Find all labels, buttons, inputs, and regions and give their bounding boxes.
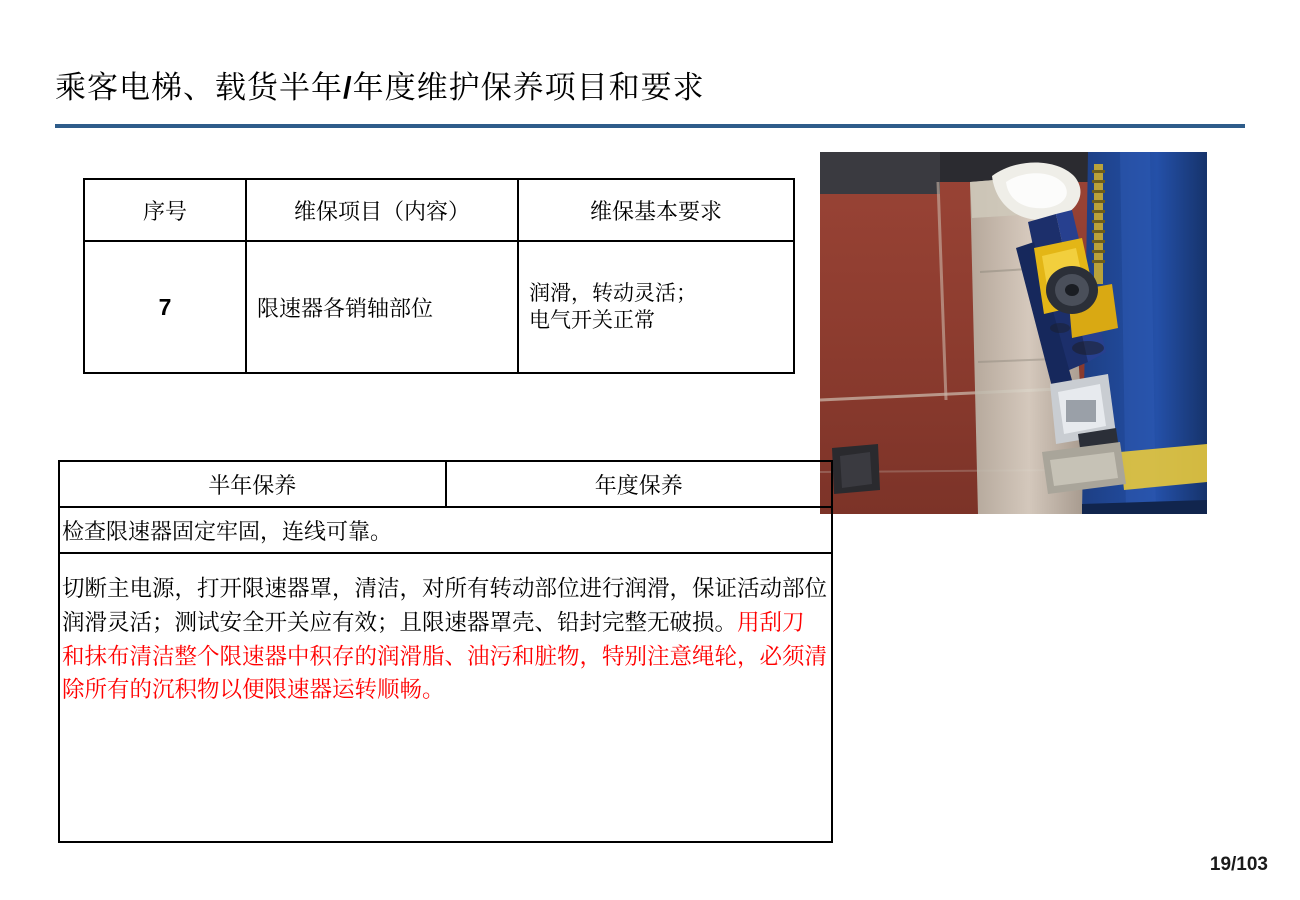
table-row <box>84 241 794 373</box>
requirement-line-1: 润滑，转动灵活； <box>529 280 697 305</box>
column-header-item: 维保项目（内容） <box>246 179 518 241</box>
governor-photo <box>820 152 1207 514</box>
column-header-no: 序号 <box>84 179 246 241</box>
schedule-row-annual <box>59 553 832 842</box>
page-number: 19/103 <box>1209 854 1268 875</box>
cell-item-content: 限速器各销轴部位 <box>246 241 518 373</box>
requirement-line-2: 电气开关正常 <box>529 308 655 332</box>
governor-photo-image <box>820 152 1207 514</box>
title-divider <box>55 124 1245 128</box>
cell-half-year-text: 检查限速器固定牢固，连线可靠。 <box>59 507 832 553</box>
cell-item-requirement <box>518 241 794 373</box>
table-header-row <box>84 179 794 241</box>
annual-paragraph <box>62 572 827 707</box>
annual-text-highlight: 用刮刀和抹布清洁整个限速器中积存的润滑脂、油污和脏物，特别注意绳轮，必须清除所有的沉积物以便限速器运转顺畅。 <box>62 609 828 703</box>
column-header-requirement: 维保基本要求 <box>518 179 794 241</box>
column-header-half-year: 半年保养 <box>59 461 446 507</box>
maintenance-item-table <box>83 178 795 374</box>
page-title-slash: / <box>343 70 353 105</box>
column-header-annual: 年度保养 <box>446 461 833 507</box>
cell-annual-text <box>59 553 832 842</box>
page-title-main: 乘客电梯、载货半年 <box>55 70 343 105</box>
page-title <box>55 62 705 107</box>
cell-item-number: 7 <box>84 241 246 373</box>
schedule-header-row <box>59 461 832 507</box>
schedule-row-half-year <box>59 507 832 553</box>
page-title-tail: 年度维护保养项目和要求 <box>352 70 705 105</box>
annual-text-black: 切断主电源，打开限速器罩，清洁，对所有转动部位进行润滑，保证活动部位润滑灵活；测试安全开关应有效；且限速器罩壳、铅封完整无破损。 <box>62 576 828 635</box>
maintenance-schedule-table <box>58 460 833 843</box>
